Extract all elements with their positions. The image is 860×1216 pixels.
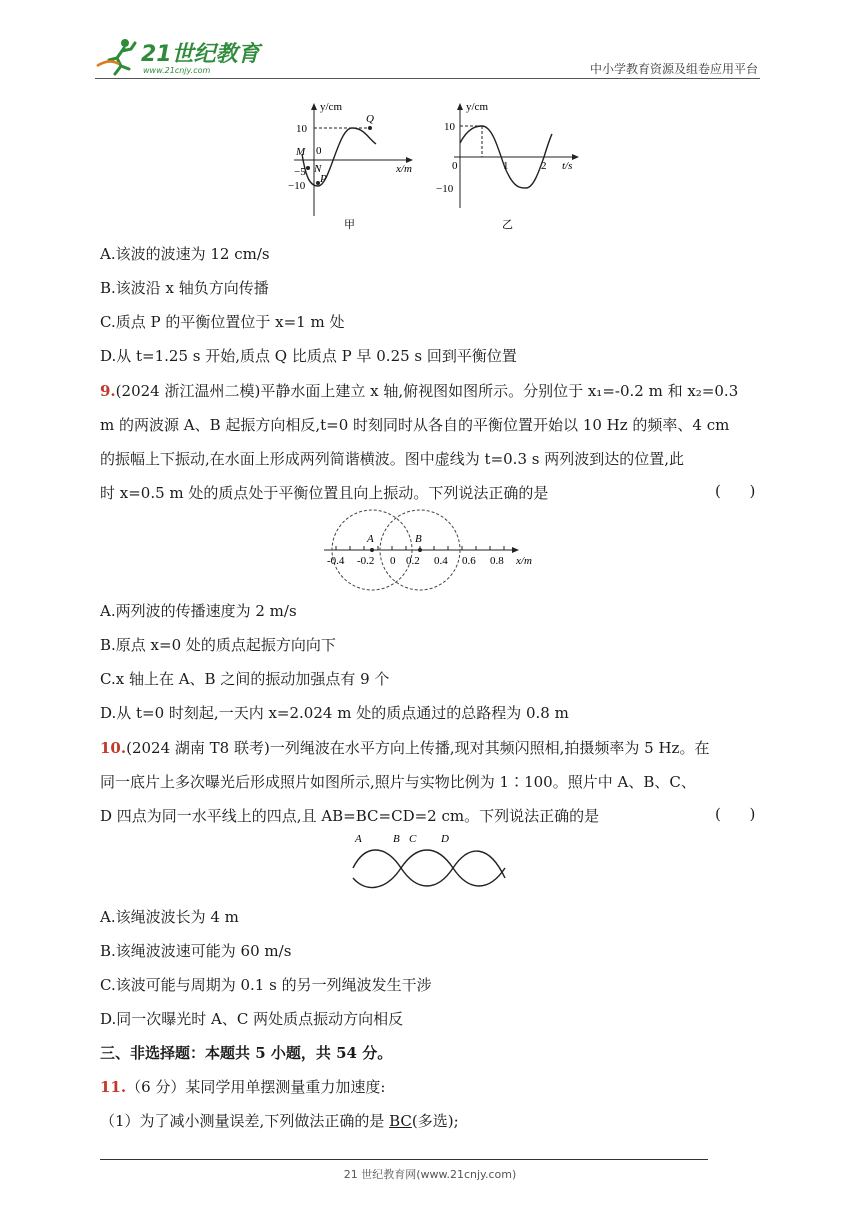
- q11-text-1: （6 分）某同学用单摆测量重力加速度:: [126, 1078, 386, 1096]
- jia-caption: 甲: [344, 219, 355, 231]
- yi-tick-m10: −10: [436, 183, 454, 195]
- figure-jia: [288, 101, 413, 231]
- q9-option-d: D.从 t=0 时刻起,一天内 x=2.024 m 处的质点通过的总路程为 0.8 m: [100, 704, 569, 722]
- runner-icon: [97, 39, 135, 74]
- q8-option-a: A.该波的波速为 12 cm/s: [100, 245, 270, 263]
- logo: [95, 36, 265, 76]
- jia-tick-10: 10: [296, 123, 307, 135]
- q10-point-c: C: [409, 833, 417, 845]
- q10-option-c: C.该波可能与周期为 0.1 s 的另一列绳波发生干涉: [100, 976, 432, 994]
- q10-answer-paren: ( ): [715, 805, 756, 823]
- q11-prompt: （1）为了减小测量误差,下列做法正确的是: [100, 1112, 390, 1130]
- page-header: [95, 30, 760, 80]
- wave-figures-top: [280, 98, 600, 233]
- q9-tick-label: 0.4: [434, 555, 448, 567]
- yi-xlabel: t/s: [562, 160, 573, 172]
- q9-tick-label: 0.6: [462, 555, 476, 567]
- jia-tick-m5: −5: [294, 166, 306, 178]
- jia-tick-m10: −10: [288, 180, 306, 192]
- q9-line-1: [100, 380, 738, 402]
- page-footer: 21 世纪教育网(www.21cnjy.com): [343, 1168, 517, 1181]
- q9-tick-label: -0.2: [357, 555, 375, 567]
- section-3-heading: 三、非选择题：本题共 5 小题，共 54 分。: [100, 1044, 393, 1062]
- q10-point-b: B: [393, 833, 400, 845]
- jia-origin: 0: [316, 145, 322, 157]
- q11-line-1: [100, 1076, 385, 1098]
- q9-xlabel: x/m: [516, 555, 532, 567]
- yi-origin: 0: [452, 160, 458, 172]
- q9-line-4: 时 x=0.5 m 处的质点处于平衡位置且向上振动。下列说法正确的是: [100, 484, 549, 502]
- q9-tick-label: 0.8: [490, 555, 504, 567]
- q8-option-d: D.从 t=1.25 s 开始,质点 Q 比质点 P 早 0.25 s 回到平衡位置: [100, 347, 517, 365]
- q11-number: 11.: [100, 1078, 127, 1096]
- q10-option-a: A.该绳波波长为 4 m: [100, 908, 239, 926]
- footer-divider: [100, 1159, 708, 1160]
- q10-option-d: D.同一次曝光时 A、C 两处质点振动方向相反: [100, 1010, 404, 1028]
- jia-point-n: N: [314, 163, 322, 175]
- yi-ylabel: y/cm: [466, 101, 488, 113]
- jia-ylabel: y/cm: [320, 101, 342, 113]
- q10-line-3: D 四点为同一水平线上的四点,且 AB=BC=CD=2 cm。下列说法正确的是: [100, 807, 600, 825]
- yi-tick-2: 2: [541, 160, 547, 172]
- q11-suffix: (多选);: [411, 1112, 459, 1130]
- q10-number: 10.: [100, 739, 127, 757]
- q10-line-1: [100, 737, 709, 759]
- yi-caption: 乙: [502, 219, 513, 231]
- q11-answer: BC: [389, 1112, 412, 1130]
- q9-option-a: A.两列波的传播速度为 2 m/s: [100, 602, 297, 620]
- figure-yi: [436, 101, 579, 231]
- q9-option-c: C.x 轴上在 A、B 之间的振动加强点有 9 个: [100, 670, 390, 688]
- q9-figure: [320, 502, 540, 592]
- logo-text: 21世纪教育: [141, 42, 260, 67]
- q10-point-a: A: [355, 833, 362, 845]
- q9-point-a: A: [367, 533, 374, 545]
- q9-point-b: B: [415, 533, 422, 545]
- q10-rope-wave-figure: [345, 828, 515, 898]
- header-slogan: 中小学教育资源及组卷应用平台: [589, 62, 758, 76]
- logo-url: www.21cnjy.com: [143, 66, 211, 75]
- q9-line-3: 的振幅上下振动,在水面上形成两列简谐横波。图中虚线为 t=0.3 s 两列波到达的位置,此: [100, 450, 684, 468]
- q9-answer-paren: ( ): [715, 482, 756, 500]
- header-divider: [95, 78, 760, 79]
- q9-text-1: (2024 浙江温州二模)平静水面上建立 x 轴,俯视图如图所示。分别位于 x₁=-0.2 m 和 x₂=0.3: [115, 382, 739, 400]
- q10-line-2: 同一底片上多次曝光后形成照片如图所示,照片与实物比例为 1∶100。照片中 A、B、C、: [100, 773, 696, 791]
- q8-option-b: B.该波沿 x 轴负方向传播: [100, 279, 269, 297]
- yi-tick-10: 10: [444, 121, 455, 133]
- q11-line-2: [100, 1110, 459, 1132]
- jia-xlabel: x/m: [396, 163, 412, 175]
- yi-tick-1: 1: [503, 160, 509, 172]
- q9-option-b: B.原点 x=0 处的质点起振方向向下: [100, 636, 336, 654]
- q9-tick-label: 0: [390, 555, 396, 567]
- q10-point-d: D: [441, 833, 449, 845]
- q9-line-2: m 的两波源 A、B 起振方向相反,t=0 时刻同时从各自的平衡位置开始以 10 Hz 的频率、4 cm: [100, 416, 730, 434]
- q10-option-b: B.该绳波波速可能为 60 m/s: [100, 942, 292, 960]
- q8-option-c: C.质点 P 的平衡位置位于 x=1 m 处: [100, 313, 345, 331]
- q10-text-1: (2024 湖南 T8 联考)一列绳波在水平方向上传播,现对其频闪照相,拍摄频率为 5 Hz。在: [126, 739, 710, 757]
- jia-point-m: M: [296, 146, 306, 158]
- q9-number: 9.: [100, 382, 116, 400]
- q9-tick-label: 0.2: [406, 555, 420, 567]
- jia-point-p: P: [320, 173, 327, 185]
- jia-point-q: Q: [366, 113, 374, 125]
- q9-tick-label: -0.4: [327, 555, 345, 567]
